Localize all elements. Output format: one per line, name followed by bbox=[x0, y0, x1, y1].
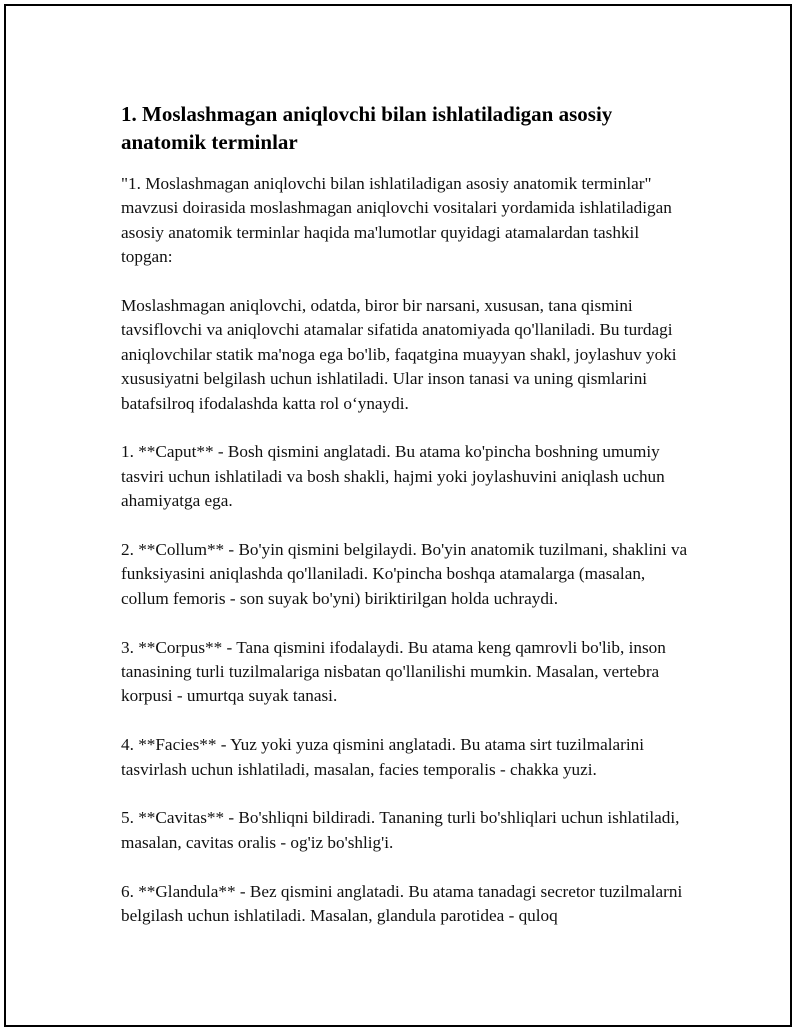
intro-paragraph: "1. Moslashmagan aniqlovchi bilan ishlatiladigan asosiy anatomik terminlar" mavzusi doirasida moslashmagan aniqlovchi vositalari yordamida ishlatiladigan asosiy anatomik terminlar haqida ma'lumotlar quyidagi atamalardan tashkil topgan: bbox=[121, 174, 672, 267]
document-page bbox=[4, 4, 792, 1027]
term-caput-paragraph: 1. **Caput** - Bosh qismini anglatadi. Bu atama ko'pincha boshning umumiy tasviri uchun ishlatiladi va bosh shakli, hajmi yoki joylashuvini aniqlash uchun ahamiyatga ega. bbox=[121, 442, 665, 511]
term-cavitas-paragraph: 5. **Cavitas** - Bo'shliqni bildiradi. Tananing turli bo'shliqlari uchun ishlatiladi, masalan, cavitas oralis - og'iz bo'shlig'i. bbox=[121, 808, 680, 852]
document-content bbox=[121, 100, 691, 953]
term-facies-paragraph: 4. **Facies** - Yuz yoki yuza qismini anglatadi. Bu atama sirt tuzilmalarini tasvirlash uchun ishlatiladi, masalan, facies temporalis - chakka yuzi. bbox=[121, 735, 644, 779]
term-glandula-paragraph: 6. **Glandula** - Bez qismini anglatadi. Bu atama tanadagi secretor tuzilmalarni belgilash uchun ishlatiladi. Masalan, glandula parotidea - quloq bbox=[121, 881, 683, 926]
document-title: 1. Moslashmagan aniqlovchi bilan ishlatiladigan asosiy anatomik terminlar bbox=[121, 102, 613, 154]
term-collum-paragraph: 2. **Collum** - Bo'yin qismini belgilaydi. Bo'yin anatomik tuzilmani, shaklini va funksiyasini aniqlashda qo'llaniladi. Ko'pincha boshqa atamalarga (masalan, collum femoris - son suyak bo'yni) biriktirilgan holda uchraydi. bbox=[121, 540, 688, 608]
definition-paragraph: Moslashmagan aniqlovchi, odatda, biror bir narsani, xususan, tana qismini tavsiflovchi va aniqlovchi atamalar sifatida anatomiyada qo'llaniladi. Bu turdagi aniqlovchilar statik ma'noga ega bo'lib, faqatgina muayyan shakl, joylashuv yoki xususiyatni belgilash uchun ishlatiladi. Ular inson tanasi va uning qismlarini batafsilroq ifodalashda katta rol o‘ynaydi. bbox=[121, 296, 677, 413]
term-corpus-paragraph: 3. **Corpus** - Tana qismini ifodalaydi. Bu atama keng qamrovli bo'lib, inson tanasining turli tuzilmalariga nisbatan qo'llanilishi mumkin. Masalan, vertebra korpusi - umurtqa suyak tanasi. bbox=[121, 637, 666, 706]
